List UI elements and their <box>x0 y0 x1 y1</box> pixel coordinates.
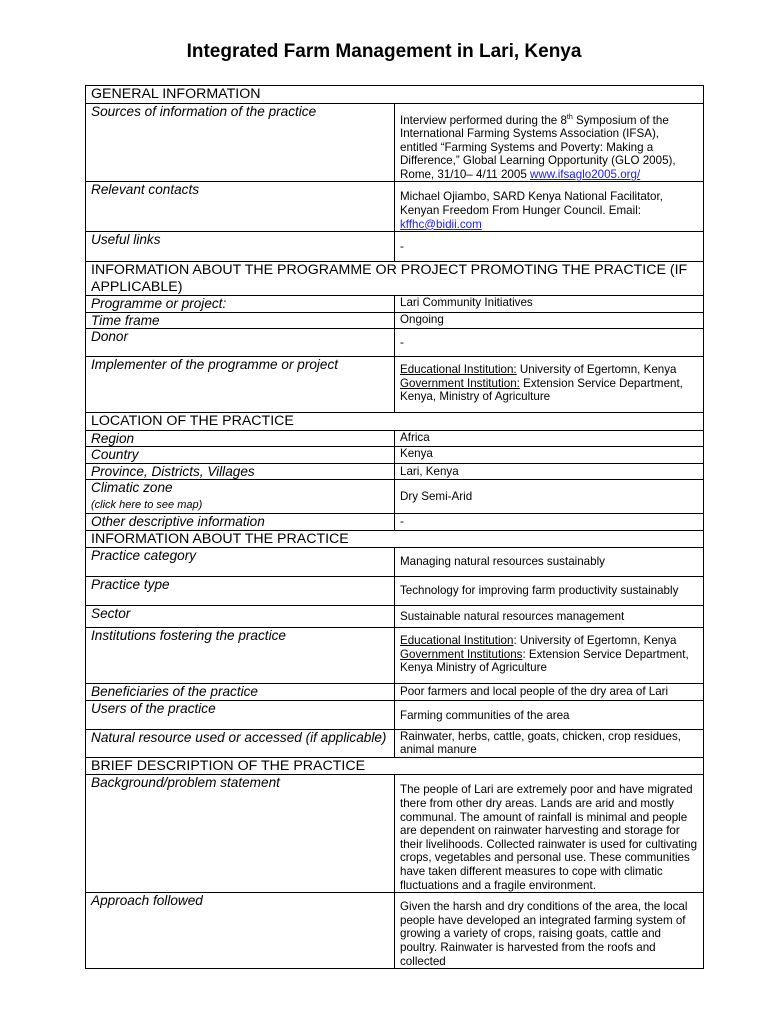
table-row <box>86 296 704 313</box>
row-label: Other descriptive information <box>86 514 395 531</box>
row-value: Lari, Kenya <box>395 463 704 480</box>
row-value: - <box>395 514 704 531</box>
section-heading: LOCATION OF THE PRACTICE <box>86 413 704 431</box>
row-label: Implementer of the programme or project <box>86 357 395 413</box>
table-row <box>86 684 704 701</box>
sources-link[interactable]: www.ifsaglo2005.org/ <box>530 167 641 181</box>
row-label: Natural resource used or accessed (if applicable) <box>86 729 395 757</box>
row-label: Sources of information of the practice <box>86 103 395 182</box>
impl-edu-label: Educational Institution: <box>400 363 517 377</box>
table-row <box>86 628 704 684</box>
row-value: Rainwater, herbs, cattle, goats, chicken, crop residues, animal manure <box>395 729 704 757</box>
inst-edu-label: Educational Institution <box>400 634 514 648</box>
row-label: Relevant contacts <box>86 182 395 232</box>
row-value: Dry Semi-Arid <box>395 480 704 514</box>
table-row <box>86 577 704 606</box>
inst-gov-label: Government Institutions <box>400 647 523 661</box>
table-row <box>86 606 704 628</box>
row-label: Users of the practice <box>86 700 395 729</box>
section-heading: INFORMATION ABOUT THE PROGRAMME OR PROJECT PROMOTING THE PRACTICE (IF APPLICABLE) <box>86 262 704 296</box>
row-value: Kenya <box>395 447 704 464</box>
row-label: Practice category <box>86 548 395 577</box>
row-value: Farming communities of the area <box>395 700 704 729</box>
row-value <box>395 628 704 684</box>
row-value: Sustainable natural resources management <box>395 606 704 628</box>
row-label: Useful links <box>86 232 395 262</box>
sources-superscript: th <box>566 113 573 121</box>
table-row <box>86 463 704 480</box>
section-header-programme <box>86 262 704 296</box>
table-row <box>86 329 704 357</box>
section-header-practice <box>86 530 704 548</box>
row-label: Programme or project: <box>86 296 395 313</box>
table-row <box>86 182 704 232</box>
map-link[interactable]: (click here to see map) <box>91 498 203 511</box>
table-row <box>86 893 704 969</box>
impl-gov-value: Extension Service Department, Kenya, Ministry of Agriculture <box>400 376 683 404</box>
section-header-brief <box>86 757 704 775</box>
table-row <box>86 514 704 531</box>
page-title: Integrated Farm Management in Lari, Kenya <box>186 41 582 62</box>
section-heading: BRIEF DESCRIPTION OF THE PRACTICE <box>86 757 704 775</box>
table-row <box>86 447 704 464</box>
climatic-label: Climatic zone <box>91 480 173 496</box>
contact-email-link[interactable]: kffhc@bidii.com <box>400 217 482 231</box>
row-value: Technology for improving farm productivity sustainably <box>395 577 704 606</box>
section-header-general <box>86 86 704 104</box>
row-label: Time frame <box>86 312 395 329</box>
sources-text-cont: Symposium of the International Farming Systems Association (IFSA), entitled “Farming Systems and Poverty: Making a Difference,” Global Learning Opportunity (GLO 2005), Rome, 31/10– 4/11 2005 <box>400 113 676 181</box>
practice-table <box>85 85 704 969</box>
impl-gov-label: Government Institution: <box>400 376 520 390</box>
section-heading: INFORMATION ABOUT THE PRACTICE <box>86 530 704 548</box>
contacts-text: Michael Ojiambo, SARD Kenya National Facilitator, Kenyan Freedom From Hunger Council. Email: <box>400 190 663 218</box>
row-label: Approach followed <box>86 893 395 969</box>
row-value: Given the harsh and dry conditions of the area, the local people have developed an integrated farming system of growing a variety of crops, raising goats, cattle and poultry. Rainwater is harvested from the roofs and collected <box>395 893 704 969</box>
row-label: Practice type <box>86 577 395 606</box>
row-value <box>395 357 704 413</box>
table-row <box>86 103 704 182</box>
table-row <box>86 700 704 729</box>
row-value: Africa <box>395 430 704 447</box>
row-label <box>86 480 395 514</box>
row-value: Ongoing <box>395 312 704 329</box>
row-value: The people of Lari are extremely poor and have migrated there from other dry areas. Lands are arid and mostly communal. The amount of rainfall is minimal and people are dependent on rainwater harvesting and storage for their livelihoods. Collected rainwater is used for cultivating crops, vegetables and personal use. These communities have taken different measures to cope with climatic fluctuations and a fragile environment. <box>395 775 704 893</box>
row-value: - <box>395 329 704 357</box>
row-label: Province, Districts, Villages <box>86 463 395 480</box>
table-row <box>86 548 704 577</box>
impl-edu-value: University of Egertomn, Kenya <box>516 363 677 377</box>
row-value <box>395 182 704 232</box>
table-row <box>86 312 704 329</box>
row-label: Country <box>86 447 395 464</box>
table-row <box>86 430 704 447</box>
table-row <box>86 480 704 514</box>
sources-text: Interview performed during the 8 <box>400 113 567 127</box>
table-row <box>86 729 704 757</box>
table-row <box>86 232 704 262</box>
row-label: Region <box>86 430 395 447</box>
row-value: Poor farmers and local people of the dry area of Lari <box>395 684 704 701</box>
row-label: Beneficiaries of the practice <box>86 684 395 701</box>
row-label: Institutions fostering the practice <box>86 628 395 684</box>
section-heading: GENERAL INFORMATION <box>86 86 704 104</box>
table-row <box>86 775 704 893</box>
section-header-location <box>86 413 704 431</box>
inst-edu-value: : University of Egertomn, Kenya <box>513 634 677 648</box>
table-row <box>86 357 704 413</box>
row-value: - <box>395 232 704 262</box>
row-value: Lari Community Initiatives <box>395 296 704 313</box>
row-value <box>395 103 704 182</box>
row-label: Sector <box>86 606 395 628</box>
row-value: Managing natural resources sustainably <box>395 548 704 577</box>
inst-gov-value: : Extension Service Department, Kenya Ministry of Agriculture <box>400 647 689 675</box>
row-label: Donor <box>86 329 395 357</box>
row-label: Background/problem statement <box>86 775 395 893</box>
